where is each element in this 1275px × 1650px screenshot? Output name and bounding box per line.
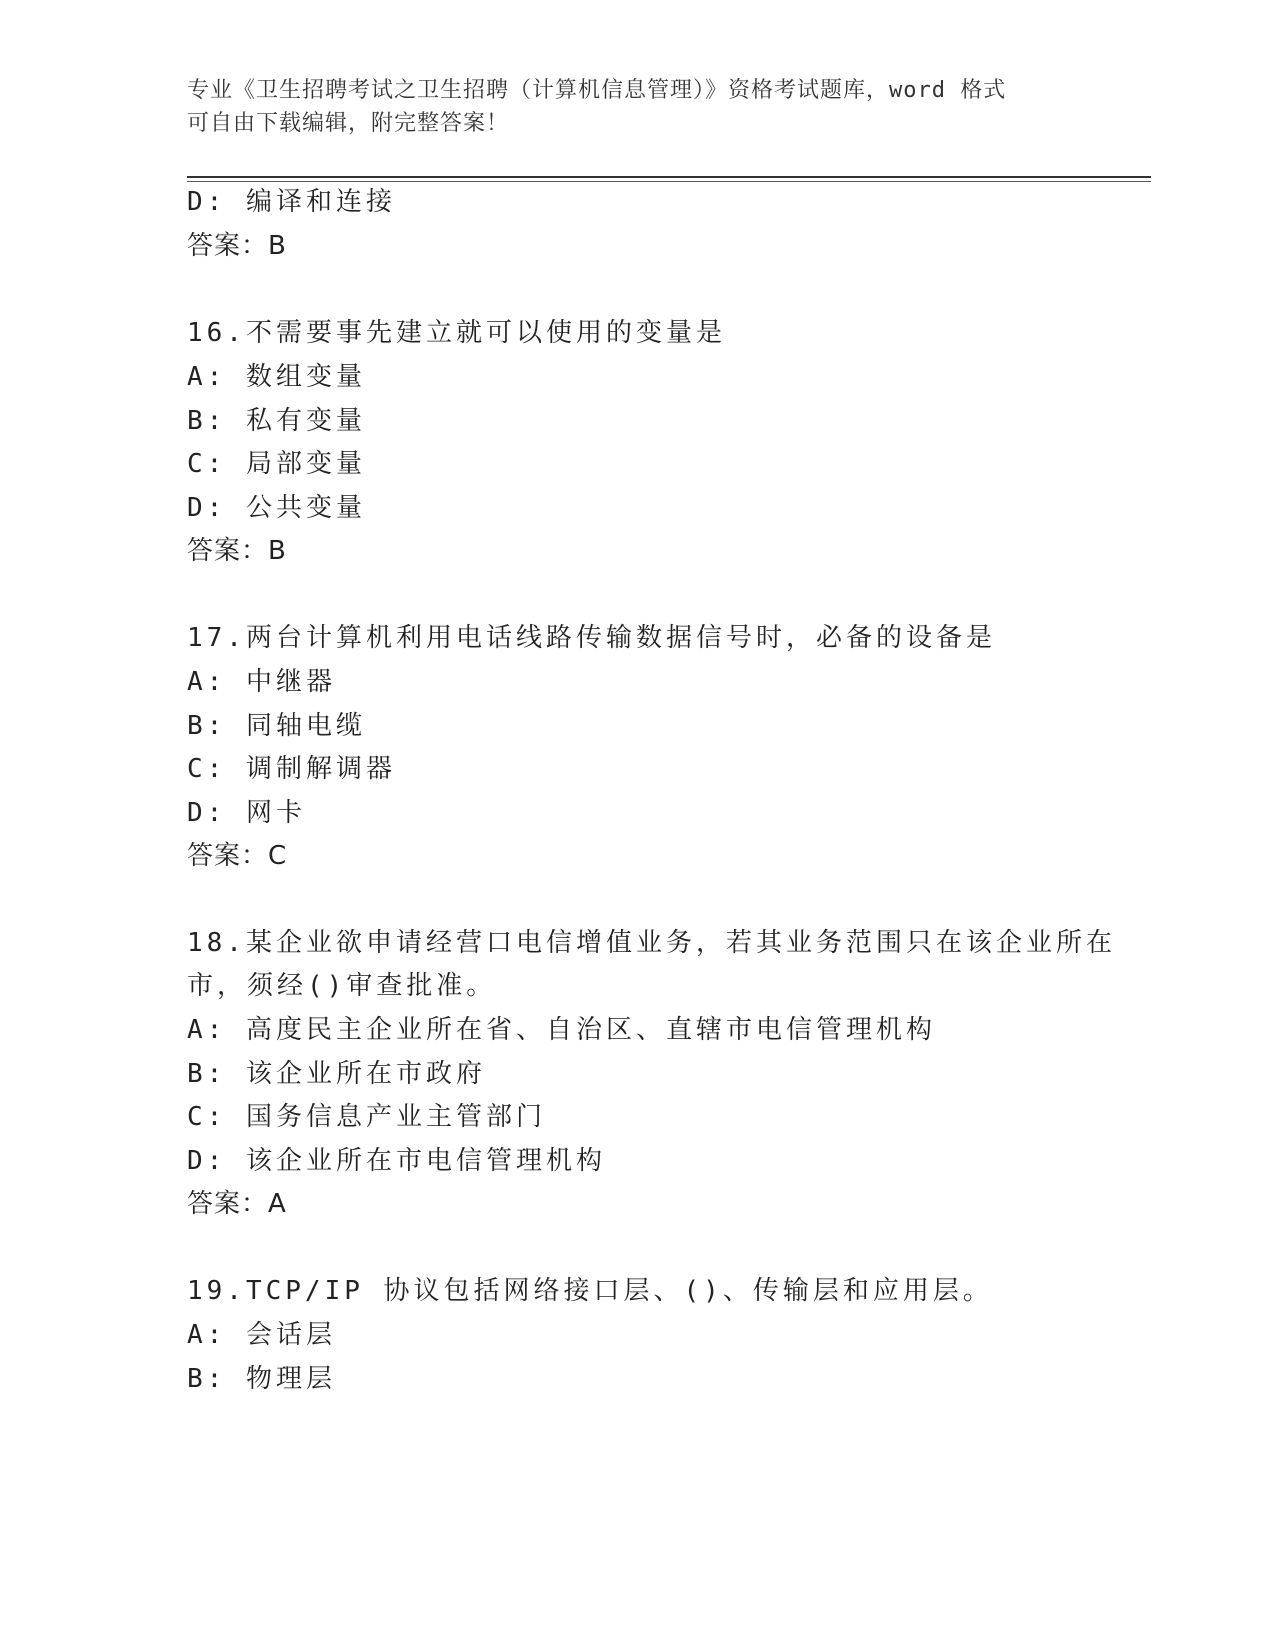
document-header bbox=[187, 74, 1067, 140]
question-16-option-d: D: 公共变量 bbox=[187, 493, 366, 523]
header-line-1: 专业《卫生招聘考试之卫生招聘（计算机信息管理）》资格考试题库，word 格式 bbox=[187, 78, 1007, 103]
answer-label: 答案：B bbox=[187, 231, 287, 261]
question-17-option-b: B: 同轴电缆 bbox=[187, 711, 366, 741]
header-divider bbox=[187, 176, 1151, 178]
question-16-option-a: A: 数组变量 bbox=[187, 362, 366, 392]
question-16-stem: 16.不需要事先建立就可以使用的变量是 bbox=[187, 318, 726, 348]
question-19-option-a: A: 会话层 bbox=[187, 1320, 336, 1350]
header-line-2: 可自由下载编辑，附完整答案！ bbox=[187, 111, 510, 136]
question-17-stem: 17.两台计算机利用电话线路传输数据信号时，必备的设备是 bbox=[187, 623, 996, 653]
question-17-option-a: A: 中继器 bbox=[187, 667, 336, 697]
question-18-stem-line-1: 18.某企业欲申请经营口电信增值业务，若其业务范围只在该企业所在 bbox=[187, 928, 1116, 958]
question-18-option-a: A: 高度民主企业所在省、自治区、直辖市电信管理机构 bbox=[187, 1015, 936, 1045]
question-18-stem-line-2: 市，须经()审查批准。 bbox=[187, 971, 497, 1001]
question-16-option-c: C: 局部变量 bbox=[187, 449, 366, 479]
question-17-answer: 答案：C bbox=[187, 841, 288, 871]
question-16-answer: 答案：B bbox=[187, 536, 287, 566]
question-16-option-b: B: 私有变量 bbox=[187, 406, 366, 436]
question-17-option-c: C: 调制解调器 bbox=[187, 754, 396, 784]
question-19-stem: 19.TCP/IP 协议包括网络接口层、()、传输层和应用层。 bbox=[187, 1276, 993, 1306]
option-d: D: 编译和连接 bbox=[187, 187, 396, 217]
question-18-option-c: C: 国务信息产业主管部门 bbox=[187, 1102, 546, 1132]
question-17-option-d: D: 网卡 bbox=[187, 798, 306, 828]
header-divider-thin bbox=[187, 181, 1151, 182]
question-18-option-d: D: 该企业所在市电信管理机构 bbox=[187, 1146, 606, 1176]
question-18-option-b: B: 该企业所在市政府 bbox=[187, 1059, 486, 1089]
question-18-answer: 答案：A bbox=[187, 1189, 287, 1219]
question-19-option-b: B: 物理层 bbox=[187, 1364, 336, 1394]
